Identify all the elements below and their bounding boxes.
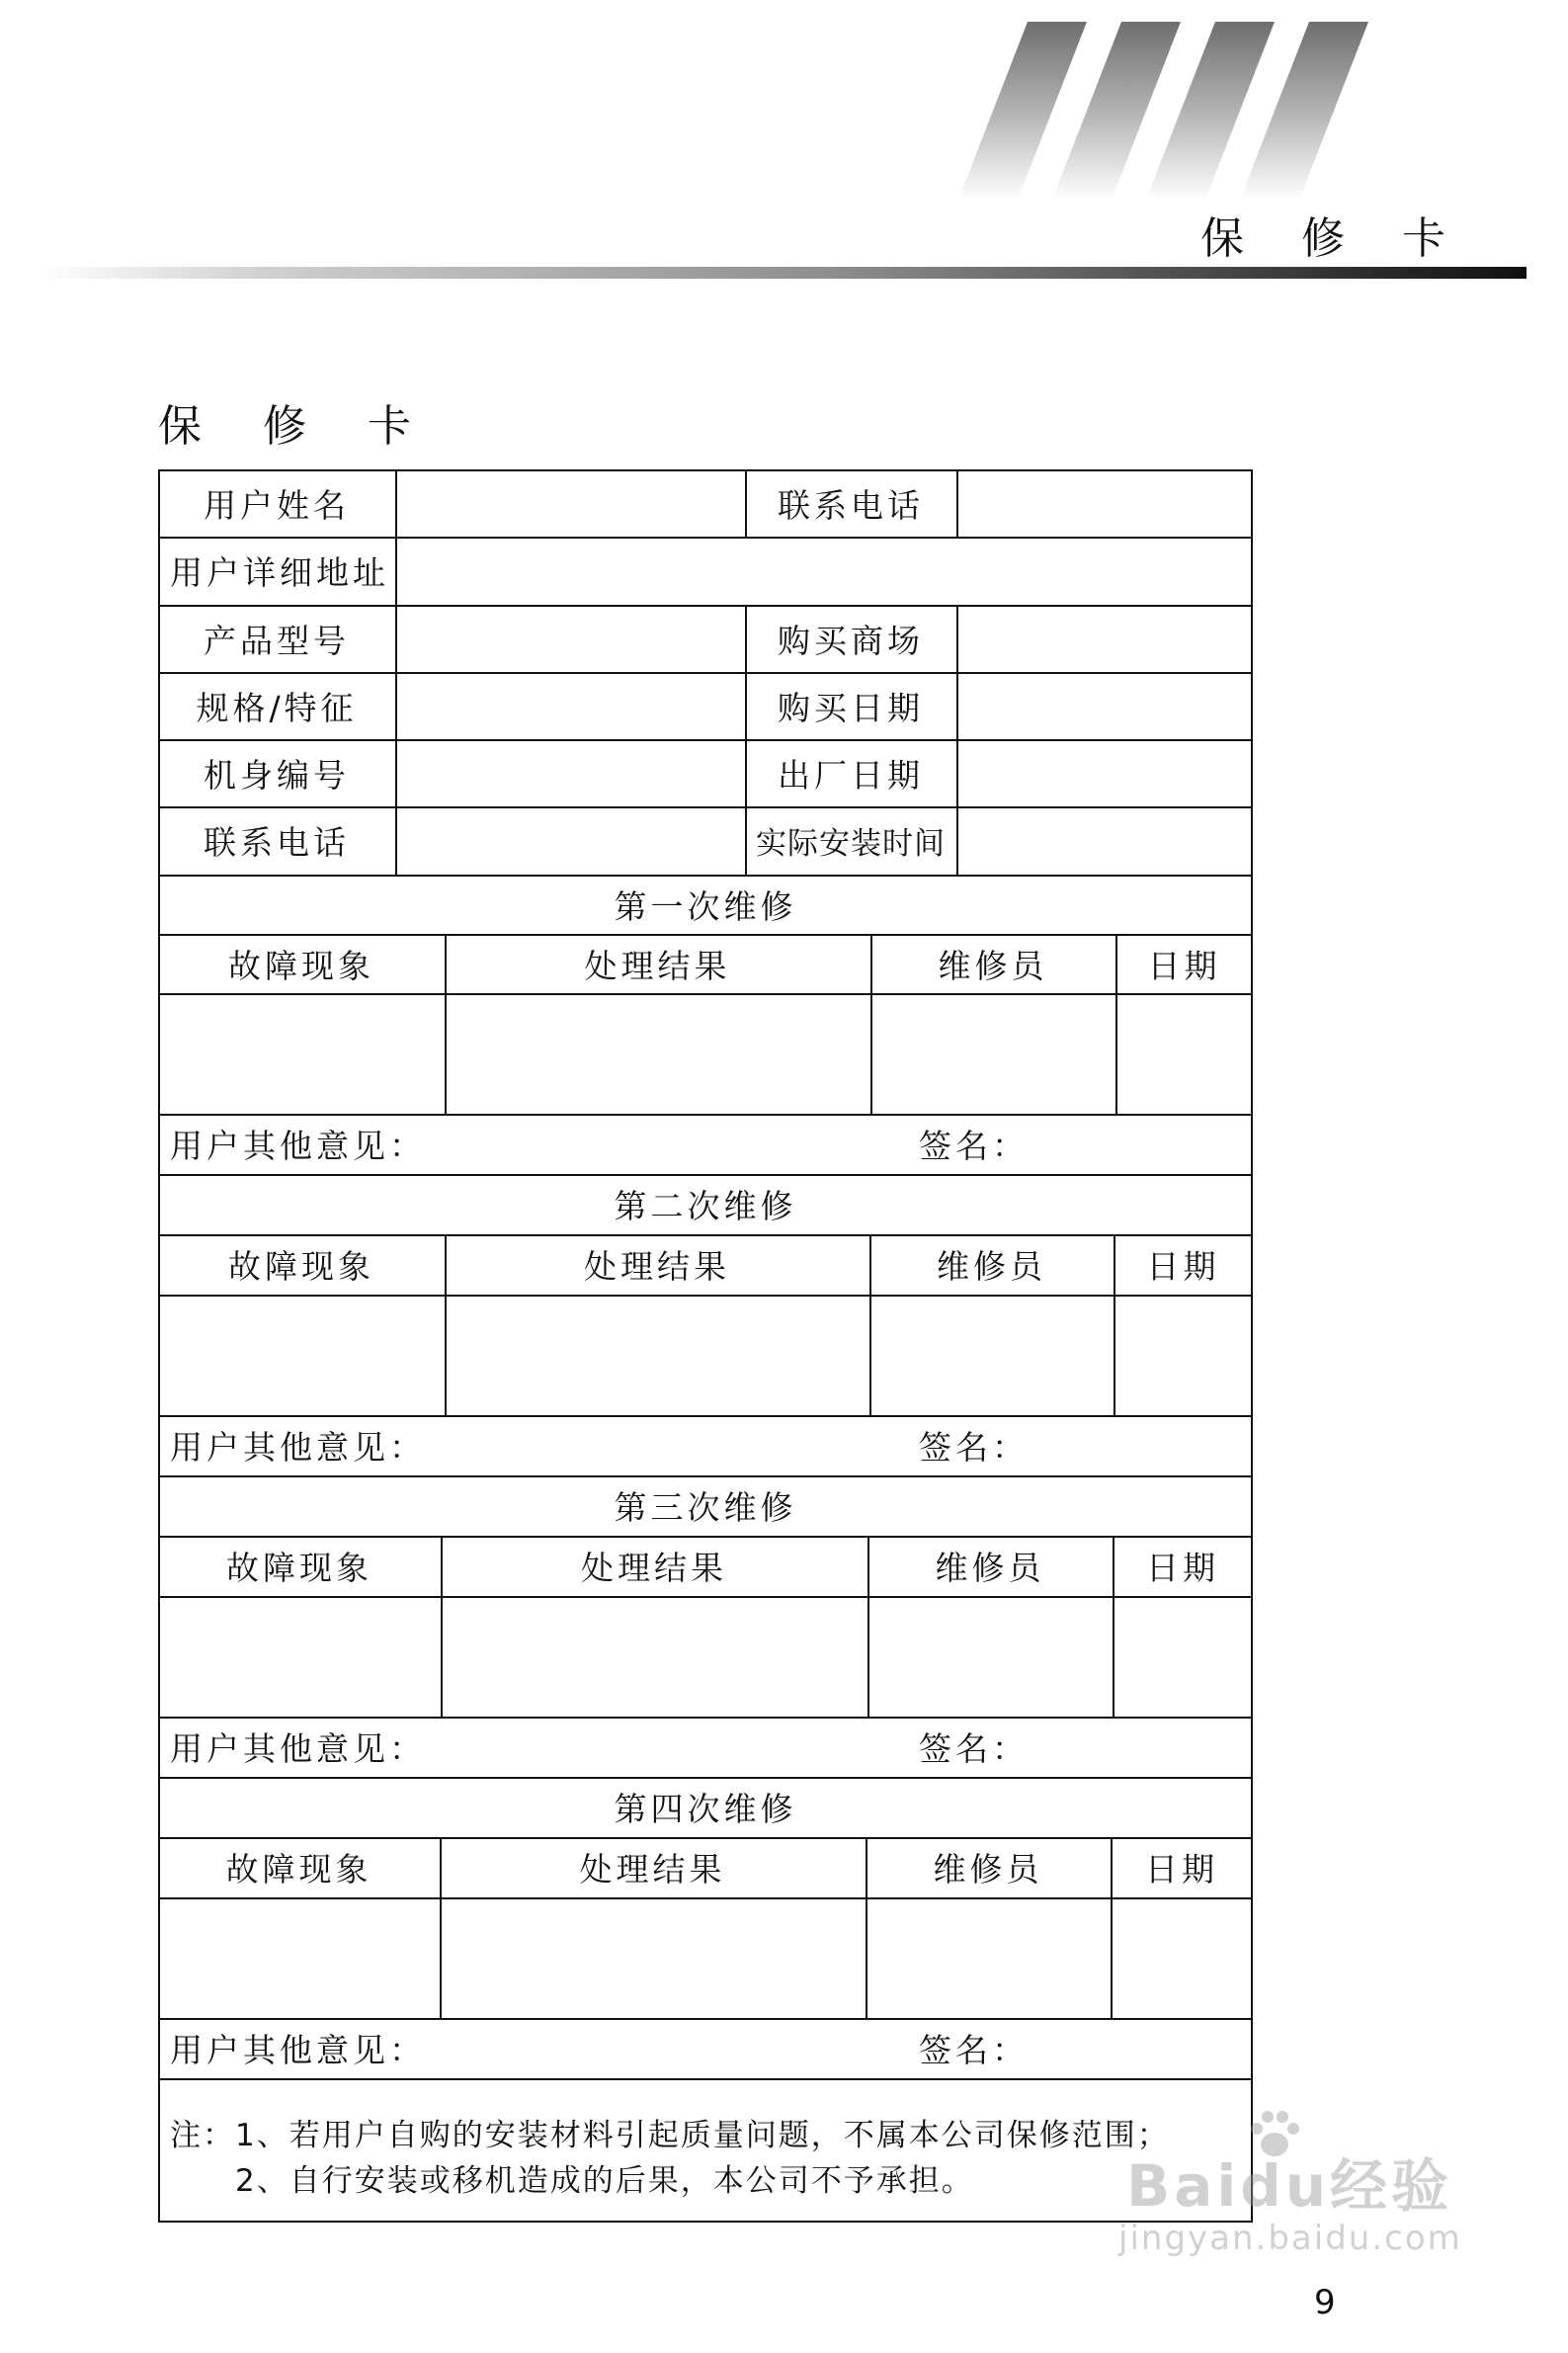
table-border-right: [1251, 469, 1253, 2223]
header-divider: [40, 267, 1527, 279]
store-field[interactable]: [958, 607, 1249, 670]
col-header-date: 日期: [1145, 1850, 1218, 1889]
repair-title-1: 第一次维修: [614, 886, 797, 926]
header-stripes-graphic: [949, 22, 1383, 200]
row-divider: [158, 1295, 1253, 1297]
label-phone: 联系电话: [204, 823, 350, 862]
header-title: 保 修 卡: [1200, 213, 1467, 264]
col-header-result: 处理结果: [584, 1247, 730, 1286]
label-purchase-date: 购买日期: [778, 688, 924, 727]
signature-label: 签名：: [919, 1127, 1029, 1165]
row-divider: [158, 993, 1253, 995]
col-header-technician: 维修员: [933, 1850, 1043, 1889]
purchase-date-field[interactable]: [958, 674, 1249, 737]
label-serial: 机身编号: [204, 755, 350, 795]
user-opinion-label: 用户其他意见：: [170, 1428, 426, 1467]
spec-field[interactable]: [397, 674, 743, 737]
table-border-bottom: [158, 2221, 1253, 2223]
user-opinion-label: 用户其他意见：: [170, 1729, 426, 1768]
contact-phone-field[interactable]: [958, 471, 1249, 535]
row-divider: [158, 1897, 1253, 1899]
col-header-technician: 维修员: [938, 946, 1048, 985]
col-header-result: 处理结果: [579, 1850, 726, 1889]
col-header-fault: 故障现象: [225, 1850, 372, 1889]
col-header-fault: 故障现象: [228, 1247, 374, 1286]
label-spec: 规格/特征: [196, 688, 358, 727]
col-header-technician: 维修员: [935, 1549, 1045, 1587]
col-header-date: 日期: [1146, 1247, 1220, 1286]
baidu-jingyan-watermark: [1097, 2110, 1492, 2278]
label-model: 产品型号: [204, 621, 350, 660]
serial-field[interactable]: [397, 741, 743, 804]
signature-label: 签名：: [919, 1428, 1029, 1467]
repair-title-3: 第三次维修: [614, 1488, 797, 1527]
col-header-date: 日期: [1147, 946, 1221, 985]
repair-title-4: 第四次维修: [614, 1790, 797, 1828]
watermark-brand: Baidu经验: [1126, 2152, 1453, 2220]
factory-date-field[interactable]: [958, 741, 1249, 804]
page-number: 9: [1314, 2283, 1336, 2322]
signature-label: 签名：: [919, 2031, 1029, 2069]
label-contact-phone: 联系电话: [778, 485, 924, 525]
user-name-field[interactable]: [397, 471, 743, 535]
label-install-time: 实际安装时间: [756, 826, 946, 862]
address-field[interactable]: [397, 539, 1249, 603]
row-divider: [158, 1596, 1253, 1598]
col-header-technician: 维修员: [937, 1247, 1046, 1286]
repair-title-2: 第二次维修: [614, 1187, 797, 1225]
col-header-result: 处理结果: [584, 946, 731, 985]
warranty-card-table: [158, 469, 1253, 2223]
label-user-name: 用户姓名: [204, 485, 350, 525]
watermark-url: jingyan.baidu.com: [1118, 2219, 1462, 2258]
note-line-2: 2、自行安装或移机造成的后果，本公司不予承担。: [170, 2163, 974, 2199]
col-header-fault: 故障现象: [228, 946, 374, 985]
col-header-result: 处理结果: [581, 1549, 727, 1587]
col-header-fault: 故障现象: [226, 1549, 372, 1587]
user-opinion-label: 用户其他意见：: [170, 1127, 426, 1165]
label-address: 用户详细地址: [170, 553, 389, 592]
install-time-field[interactable]: [958, 808, 1249, 873]
label-factory-date: 出厂日期: [778, 755, 924, 795]
label-store: 购买商场: [778, 621, 924, 660]
section-title: 保 修 卡: [158, 401, 435, 452]
row-divider: [158, 2078, 1253, 2080]
note-line-1: 注：1、若用户自购的安装材料引起质量问题，不属本公司保修范围；: [170, 2118, 1170, 2153]
model-field[interactable]: [397, 607, 743, 670]
signature-label: 签名：: [919, 1729, 1029, 1768]
user-opinion-label: 用户其他意见：: [170, 2031, 426, 2069]
phone-field[interactable]: [397, 808, 743, 873]
col-header-date: 日期: [1146, 1549, 1219, 1587]
